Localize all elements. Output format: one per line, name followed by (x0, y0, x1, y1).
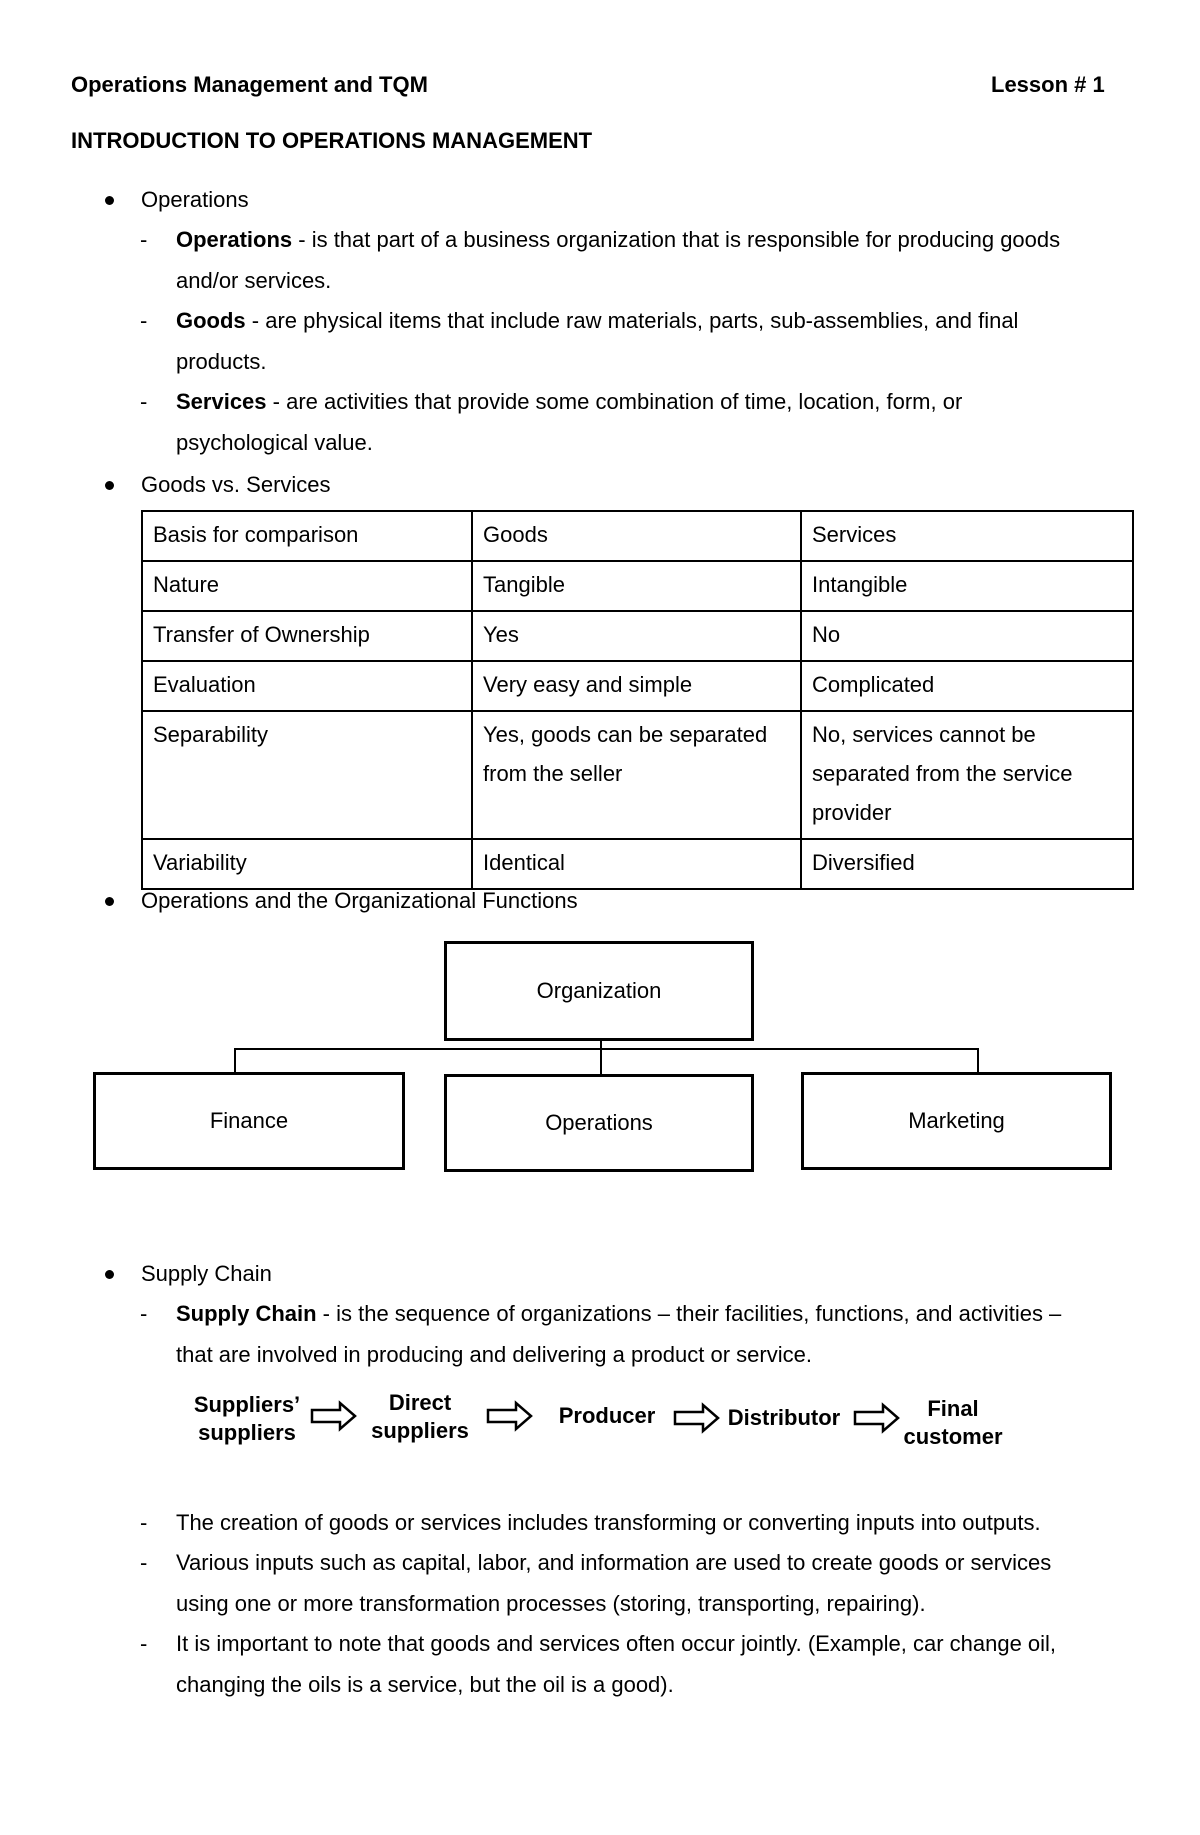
table-cell: Yes, goods can be separated from the seller (472, 711, 801, 839)
term-supply-chain: Supply Chain (176, 1301, 317, 1326)
bullet-icon (105, 481, 114, 490)
connector-line (600, 1041, 602, 1075)
table-header-cell: Goods (472, 511, 801, 561)
definition-continuation: products. (176, 349, 267, 374)
flow-node-producer: Producer (558, 1403, 656, 1428)
definition-services (176, 382, 962, 422)
definition-text: - is that part of a business organization that is responsible for producing goods (292, 227, 1061, 252)
table-cell: No, services cannot be separated from the service provider (801, 711, 1133, 839)
bullet-supply-chain: Supply Chain (141, 1261, 272, 1286)
connector-line (234, 1048, 236, 1074)
flow-node-distributor: Distributor (727, 1405, 841, 1430)
note-text: The creation of goods or services includes transforming or converting inputs into outputs. (176, 1510, 1041, 1535)
definition-supply-chain (176, 1294, 1061, 1334)
table-row (142, 661, 1133, 711)
dash-marker: - (140, 389, 148, 414)
flow-node-direct-suppliers (355, 1389, 485, 1445)
bullet-icon (105, 1270, 114, 1279)
dash-marker: - (140, 308, 148, 333)
table-cell: Identical (472, 839, 801, 889)
dash-marker: - (140, 227, 148, 252)
definition-continuation: psychological value. (176, 430, 373, 455)
table-cell: Intangible (801, 561, 1133, 611)
note-continuation: changing the oils is a service, but the oil is a good). (176, 1672, 674, 1697)
org-box-organization: Organization (444, 941, 754, 1041)
definition-continuation: that are involved in producing and delivering a product or service. (176, 1342, 812, 1367)
arrow-right-icon (673, 1402, 721, 1434)
table-cell: Transfer of Ownership (142, 611, 472, 661)
table-cell: Complicated (801, 661, 1133, 711)
term-operations: Operations (176, 227, 293, 252)
org-box-marketing: Marketing (801, 1072, 1112, 1170)
arrow-right-icon (486, 1400, 534, 1432)
definition-text: - are activities that provide some combination of time, location, form, or (266, 389, 963, 414)
connector-line (977, 1048, 979, 1074)
table-row (142, 611, 1133, 661)
table-header-cell: Services (801, 511, 1133, 561)
arrow-right-icon (310, 1400, 358, 1432)
connector-line (234, 1048, 979, 1050)
definition-text: - is the sequence of organizations – their facilities, functions, and activities – (316, 1301, 1062, 1326)
bullet-goods-vs-services: Goods vs. Services (141, 472, 331, 497)
note-text: It is important to note that goods and services often occur jointly. (Example, car change oil, (176, 1631, 1057, 1656)
course-title: Operations Management and TQM (71, 72, 428, 97)
flow-node-line: Final (927, 1396, 979, 1421)
definition-goods (176, 301, 1018, 341)
dash-marker: - (140, 1550, 148, 1575)
flow-node-line: Suppliers’ (193, 1392, 301, 1417)
main-title: INTRODUCTION TO OPERATIONS MANAGEMENT (71, 128, 593, 153)
term-services: Services (176, 389, 267, 414)
table-header-row (142, 511, 1133, 561)
comparison-table (141, 510, 1134, 890)
bullet-operations: Operations (141, 187, 249, 212)
definition-continuation: and/or services. (176, 268, 332, 293)
note-continuation: using one or more transformation processes (storing, transporting, repairing). (176, 1591, 926, 1616)
table-cell: Evaluation (142, 661, 472, 711)
flow-node-line: suppliers (198, 1420, 296, 1445)
note-text: Various inputs such as capital, labor, and information are used to create goods or services (176, 1550, 1052, 1575)
bullet-icon (105, 196, 114, 205)
table-row (142, 711, 1133, 839)
table-row (142, 561, 1133, 611)
flow-node-line: suppliers (371, 1418, 469, 1443)
dash-marker: - (140, 1301, 148, 1326)
org-box-finance: Finance (93, 1072, 405, 1170)
table-cell: Diversified (801, 839, 1133, 889)
table-cell: Variability (142, 839, 472, 889)
flow-node-final-customer (893, 1395, 1013, 1451)
definition-text: - are physical items that include raw materials, parts, sub-assemblies, and final (245, 308, 1019, 333)
definition-operations (176, 220, 1060, 260)
lesson-number: Lesson # 1 (991, 72, 1105, 97)
bullet-org-functions: Operations and the Organizational Functions (141, 888, 578, 913)
table-cell: No (801, 611, 1133, 661)
table-cell: Very easy and simple (472, 661, 801, 711)
flow-node-line: customer (903, 1424, 1003, 1449)
table-header-cell: Basis for comparison (142, 511, 472, 561)
org-box-operations: Operations (444, 1074, 754, 1172)
table-cell: Separability (142, 711, 472, 839)
term-goods: Goods (176, 308, 246, 333)
table-cell: Tangible (472, 561, 801, 611)
table-cell: Yes (472, 611, 801, 661)
dash-marker: - (140, 1631, 148, 1656)
dash-marker: - (140, 1510, 148, 1535)
bullet-icon (105, 897, 114, 906)
flow-node-suppliers-suppliers (182, 1391, 312, 1447)
table-cell: Nature (142, 561, 472, 611)
flow-node-line: Direct (388, 1390, 452, 1415)
